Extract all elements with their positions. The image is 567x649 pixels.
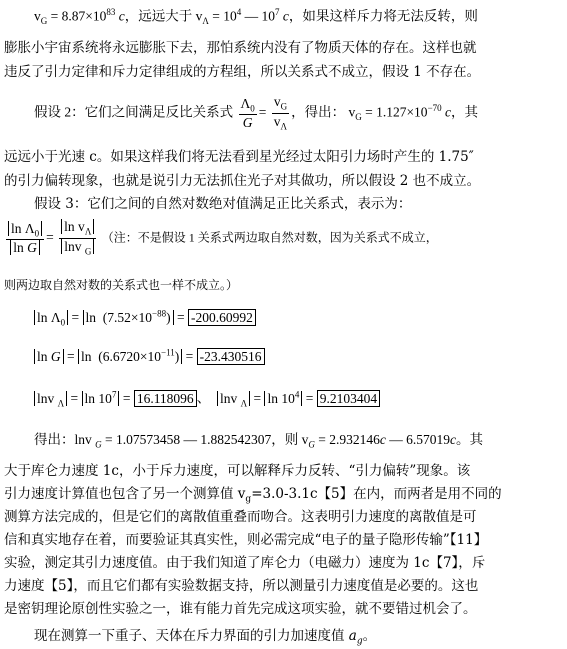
line-8: $\frac{\ln \Lambda_0}{\text{ln G}}$ = $\frac{\ln v_\Lambda}{\ln v _G}$ （注：不是假设 1 关系式两边取自然对数，因为关系式不成立，	[4, 220, 438, 256]
line-13: 得出：lnv $_G$ = 1.07573458 — 1.882542307，则 $v_G = 2.932146c$ — 6.57019c。其	[34, 432, 484, 450]
ln-ratio-right: $\frac{\ln v_\Lambda}{\ln v _G}$	[59, 220, 96, 256]
equation-ln-g: $\ln G = \ln (6.6720\times 10^{-11}) = -23.430516$	[34, 348, 265, 363]
line-16: 测算方法完成的，但是它们的离散值重叠而吻合。这表明引力速度的离散值是可	[4, 509, 477, 525]
equation-ln-v-lambda: lnv $_\Lambda = \ln 10^7 = 16.118096$ 、 lnv $_\Lambda = \ln 10^4 = 9.2103404$	[34, 390, 380, 408]
line-9: 则两边取自然对数的关系式也一样不成立。）	[4, 278, 239, 292]
line-3: 违反了引力定律和斥力定律组成的方程组，所以关系式不成立，假设 1 不存在。	[4, 64, 481, 80]
line-21: 现在测算一下重子、天体在斥力界面的引力加速度值 $a_g$。	[34, 628, 377, 647]
hypothesis-2-label: 假设 2：它们之间满足反比关系式	[34, 104, 234, 120]
line-5: 远远小于光速 c。如果这样我们将无法看到星光经过太阳引力场时产生的 1.75″	[4, 149, 474, 165]
line-7: 假设 3：它们之间的自然对数绝对值满足正比关系式，表示为：	[34, 196, 412, 212]
line-1: $v_G = 8.87\times 10^{83}$ c，远远大于 $v_\Lambda = 10^4$ — $10^7$ c，如果这样斥力将无法反转，则	[34, 7, 478, 27]
line-19: 力速度【5】，而且它们都有实验数据支持，所以测量引力速度值是必要的。这也	[4, 578, 479, 594]
line-20: 是密钥理论原创性实验之一，谁有能力首先完成这项实验，就不要错过机会了。	[4, 601, 477, 617]
line-17: 信和真实地存在着，而要验证其真实性，则必需完成“电子的量子隐形传输”【11】	[4, 532, 488, 548]
line-4: 假设 2：它们之间满足反比关系式 $\frac{\Lambda_0}{G}$ = $\frac{v_G}{v_\Lambda}$ ，得出： $v_G = 1.127\times 10^{-70}$ c，其	[34, 94, 479, 132]
line-14: 大于库仑力速度 1c，小于斥力速度，可以解释斥力反转、“引力偏转”现象。该	[4, 463, 471, 479]
line-15: 引力速度计算值也包含了另一个测算值 $v_g=3.0-3.1c$【5】在内，而两者是用不同的	[4, 486, 502, 505]
equation-ln-lambda: $\ln \Lambda_0 = \ln (7.52\times 10^{-88}) = -200.60992$	[34, 309, 256, 327]
ln-ratio-left: $\frac{\ln \Lambda_0}{\text{ln G}}$	[6, 222, 44, 255]
line-6: 的引力偏转现象，也就是说引力无法抓住光子对其做功，所以假设 2 也不成立。	[4, 173, 481, 189]
velocity-ratio-fraction: $\frac{v_G}{v_\Lambda}$	[273, 94, 288, 132]
line-2: 膨胀小宇宙系统将永远膨胀下去，那怕系统内没有了物质天体的存在。这样也就	[4, 40, 477, 56]
line-18: 实验，测定其引力速度值。由于我们知道了库仑力（电磁力）速度为 1c【7】，斥	[4, 555, 486, 571]
inverse-ratio-fraction: $\frac{\Lambda_0}{G}$	[240, 95, 255, 131]
